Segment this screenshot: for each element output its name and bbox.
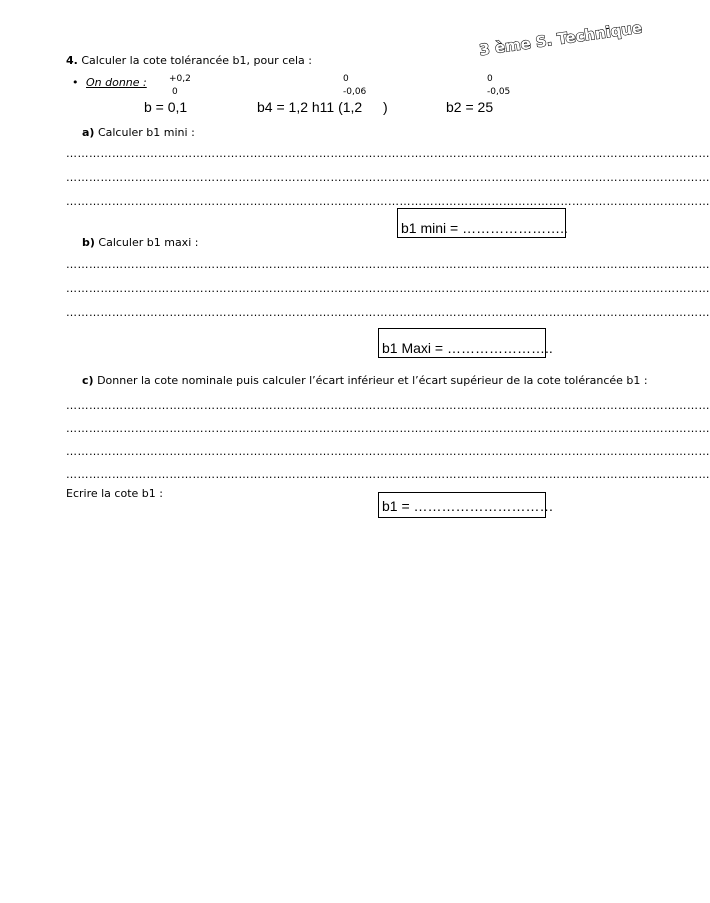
tol-b-upper: +0,2 [169,74,191,84]
class-level-stamp [470,10,644,60]
answer-line-c2[interactable]: …………………………………………………………………………………………………………………………………………………… [66,422,710,435]
given-b: b = 0,1 [144,99,188,115]
write-cote-label: Ecrire la cote b1 : [66,487,163,500]
b1-mini-answer-box[interactable]: b1 mini = ………………….. [397,208,566,238]
tol-b4-lower: -0,06 [343,87,367,97]
answer-line-a1[interactable]: …………………………………………………………………………………………………………………………………………………… [66,147,710,160]
tol-b4-upper: 0 [343,74,349,84]
b1-maxi-answer-box[interactable]: b1 Maxi = ………………….. [378,328,546,358]
b1-final-answer-box[interactable]: b1 = ………………………… [378,492,546,518]
answer-line-b1[interactable]: …………………………………………………………………………………………………………………………………………………… [66,258,710,271]
given-label: On donne : [86,76,147,89]
given-b4-close: ) [383,99,388,115]
part-b-heading [82,236,198,249]
answer-line-b3[interactable]: …………………………………………………………………………………………………………………………………………………… [66,306,710,319]
part-a-heading [82,126,195,139]
given-b2: b2 = 25 [446,99,494,115]
part-a-letter: a) [82,126,95,139]
part-b-letter: b) [82,236,95,249]
tol-b2-lower: -0,05 [487,87,511,97]
answer-line-b2[interactable]: …………………………………………………………………………………………………………………………………………………… [66,282,710,295]
question-text: Calculer la cote tolérancée b1, pour cela : [81,54,313,67]
answer-line-a3[interactable]: …………………………………………………………………………………………………………………………………………………… [66,195,710,208]
given-bullet: • [72,76,79,89]
answer-line-c4[interactable]: …………………………………………………………………………………………………………………………………………………… [66,468,710,481]
part-c-letter: c) [82,374,94,387]
tol-b-lower: 0 [172,87,178,97]
part-b-text: Calculer b1 maxi : [98,236,199,249]
given-b4: b4 = 1,2 h11 (1,2 [257,99,363,115]
answer-line-c3[interactable]: …………………………………………………………………………………………………………………………………………………… [66,445,710,458]
answer-line-a2[interactable]: …………………………………………………………………………………………………………………………………………………… [66,171,710,184]
question-number: 4. [66,54,78,67]
answer-line-c1[interactable]: …………………………………………………………………………………………………………………………………………………… [66,399,710,412]
part-c-heading [82,374,648,387]
part-c-text: Donner la cote nominale puis calculer l’écart inférieur et l’écart supérieur de la cote tolérancée b1 : [97,374,648,387]
tol-b2-upper: 0 [487,74,493,84]
class-level-label: 3 ème S. Technique [478,18,644,60]
part-a-text: Calculer b1 mini : [97,126,195,139]
question-heading [66,54,312,67]
